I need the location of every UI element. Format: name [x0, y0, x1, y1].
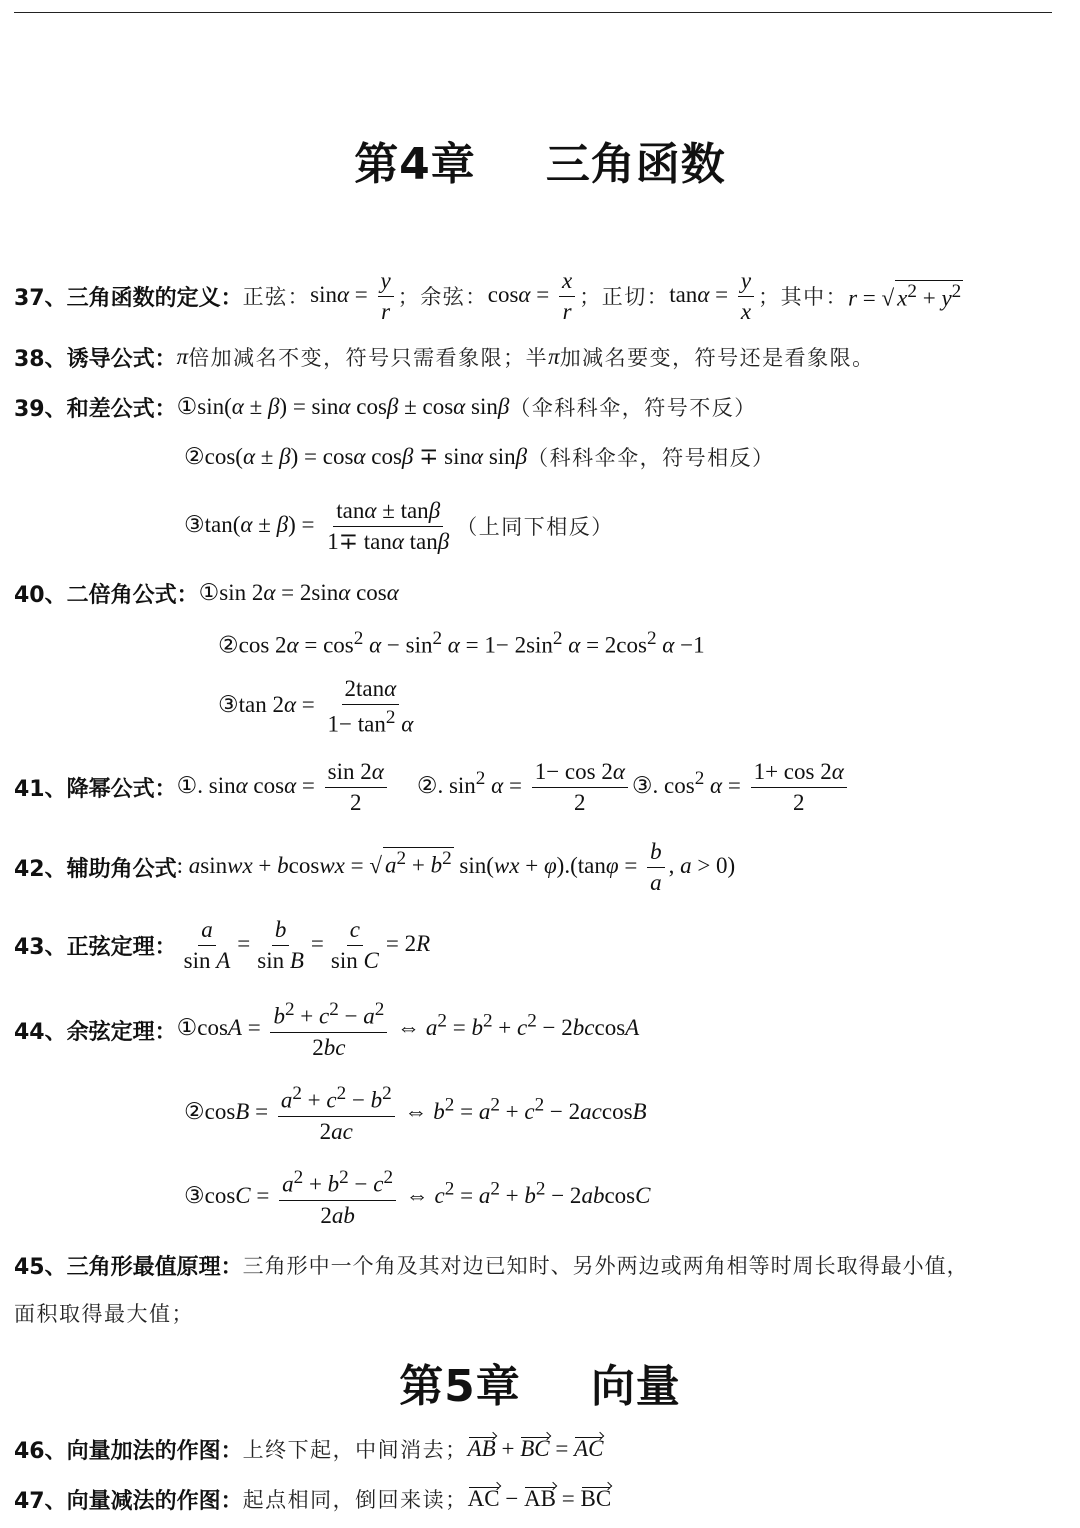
item-44 — [14, 998, 639, 1062]
formula-tan-double: ③tan 2α = $\frac{2\tan\alpha}{1- \tan^2 \alpha}$ — [218, 676, 414, 737]
item-44-b — [184, 1082, 647, 1146]
item-42-label: 42、辅助角公式 — [14, 856, 177, 882]
formula-sin-sum: ①sin(α ± β) = sinα cosβ ± cosα sinβ — [176, 394, 510, 419]
formula-law-of-sines: $\frac{a}{\text{sin A}}$ = $\frac{b}{\text{sin B}}$ = $\frac{c}{\text{sin C}}$ = 2R — [183, 916, 431, 973]
item-41-label: 41、降幂公式： — [14, 776, 177, 802]
formula-law-of-cosines-a: ①cosA = $\frac{b^2 + c^2 - a^2}{2bc}$ ⇔ $a^2 = b^2 + c^2 - 2bccosA$ — [176, 999, 640, 1060]
sine-label: 正弦： — [242, 285, 311, 309]
formula-power-reduce-2: ②. $\sin^2 \alpha$ = $\frac{1- \cos 2\alpha}{2}$ — [417, 759, 632, 816]
formula-vector-sub: AC − AB = BC — [467, 1486, 612, 1511]
formula-cos-sum: ②cos(α ± β) = cosα cosβ ∓ sinα sinβ — [184, 444, 528, 469]
formula-power-reduce-3: ③. $\cos^2 \alpha$ = $\frac{1+ \cos 2\alpha}{2}$ — [632, 759, 851, 816]
item-40 — [14, 576, 399, 610]
item-38-label: 38、诱导公式： — [14, 346, 177, 372]
formula-cos-double: ②cos $2\alpha = \cos^2 \alpha - \sin^2 \alpha = 1- 2\sin^2$ $\alpha = 2\cos^2$ α −1 — [218, 627, 705, 658]
item-39-note-3: （上同下相反） — [456, 515, 614, 539]
item-46-text: 上终下起，中间消去； — [242, 1438, 468, 1462]
chapter-5-label: 第5章 — [399, 1361, 521, 1412]
formula-auxiliary-angle: : asinwx + bcoswx = √ $a^2 + b^2$ sin(wx + φ).(tanφ = $\frac{b}{a}$ , a > 0) — [176, 838, 736, 895]
item-39-note-2: （科科伞伞，符号相反） — [527, 446, 775, 470]
item-47-label: 47、向量减法的作图： — [14, 1488, 243, 1514]
item-38 — [14, 340, 875, 374]
formula-r-def: r = √ $x^2 + y^2$ — [848, 281, 962, 311]
item-44-c — [184, 1166, 650, 1230]
formula-law-of-cosines-c: ③cosC = $\frac{a^2 + b^2 - c^2}{2ab}$ ⇔ $c^2 = a^2 + b^2 - 2abcosC$ — [184, 1167, 651, 1228]
formula-power-reduce-1: ①. sinα cosα = $\frac{\sin 2\alpha}{2}$ — [177, 759, 391, 816]
formula-law-of-cosines-b: ②cosB = $\frac{a^2 + c^2 - b^2}{2ac}$ ⇔ $b^2 = a^2 + c^2 - 2accosB$ — [184, 1083, 647, 1144]
formula-cos-def: cosα = $\frac{x}{r}$ — [488, 268, 579, 325]
pi-symbol: π — [176, 344, 189, 369]
item-47 — [14, 1482, 611, 1516]
item-45-text: 三角形中一个角及其对边已知时、另外两边或两角相等时周长取得最小值， — [242, 1254, 969, 1278]
formula-sin-double: ①sin 2α = 2sinα cosα — [198, 580, 399, 605]
item-43 — [14, 914, 430, 976]
chapter-4-label: 第4章 — [354, 139, 476, 190]
formula-tan-def: tanα = $\frac{y}{x}$ — [669, 268, 758, 325]
item-39-cos — [184, 440, 775, 474]
item-46 — [14, 1432, 603, 1466]
where-label: ；其中： — [758, 285, 849, 309]
item-39-label: 39、和差公式： — [14, 396, 177, 422]
item-40-cos — [218, 626, 705, 660]
item-45-label: 45、三角形最值原理： — [14, 1254, 243, 1280]
item-43-label: 43、正弦定理： — [14, 934, 177, 960]
formula-tan-sum: ③tan(α ± β) = $\frac{\tan\alpha \pm \tan\beta}{\text{1∓ tanα tanβ}}$ — [184, 497, 450, 554]
item-39-note-1: （伞科科伞，符号不反） — [509, 396, 757, 420]
header-rule — [14, 12, 1052, 13]
item-37 — [14, 268, 963, 324]
formula-vector-add: AB + BC = AC — [467, 1436, 604, 1461]
item-45 — [14, 1248, 969, 1282]
item-38-text-1: 倍加减名不变，符号只需看象限；半 — [188, 346, 549, 370]
item-45-text-2: 面积取得最大值； — [14, 1302, 194, 1326]
item-37-label: 37、三角函数的定义： — [14, 285, 243, 311]
item-41 — [14, 756, 851, 818]
item-39-tan — [184, 496, 614, 556]
item-44-label: 44、余弦定理： — [14, 1019, 177, 1045]
item-40-label: 40、二倍角公式： — [14, 582, 199, 608]
cosine-label: ；余弦： — [397, 285, 488, 309]
item-47-text: 起点相同，倒回来读； — [242, 1488, 468, 1512]
item-39 — [14, 390, 757, 424]
chapter-4-title: 三角函数 — [545, 139, 726, 190]
formula-sin-def: sinα = $\frac{y}{r}$ — [310, 268, 398, 325]
chapter-4-heading — [0, 128, 1080, 192]
item-40-tan — [218, 676, 420, 738]
item-45-cont — [14, 1296, 194, 1330]
item-38-text-2: 加减名要变，符号还是看象限。 — [559, 346, 875, 370]
tangent-label: ；正切： — [579, 285, 670, 309]
pi-symbol-2: π — [548, 344, 560, 369]
chapter-5-title: 向量 — [590, 1361, 681, 1412]
item-42 — [14, 836, 735, 898]
chapter-5-heading — [0, 1350, 1080, 1414]
item-46-label: 46、向量加法的作图： — [14, 1438, 243, 1464]
